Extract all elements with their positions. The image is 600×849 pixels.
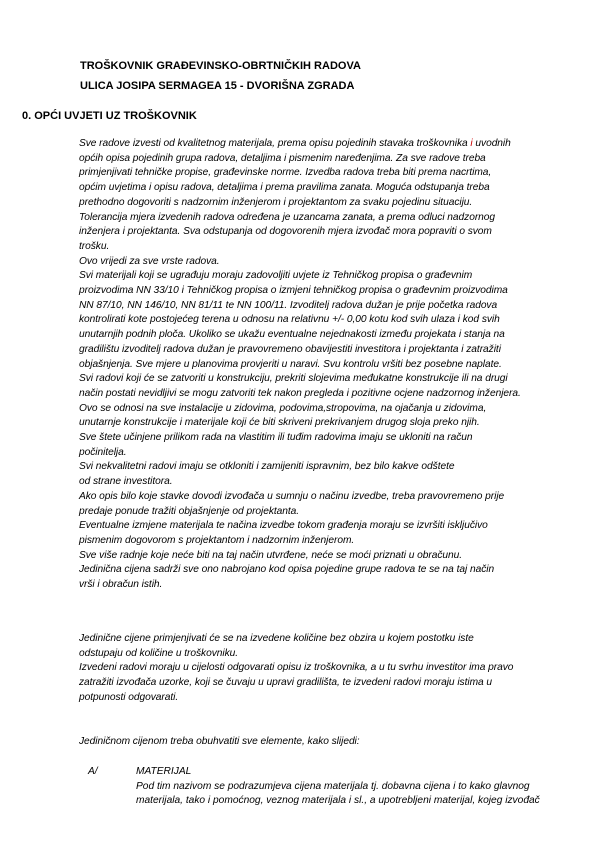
paragraph-line: objašnjenja. Sve mjere u planovima provjeriti u naravi. Svu kontrolu vršiti bez posebne naplate. bbox=[79, 358, 502, 370]
paragraph-line: Jedinične cijene primjenjivati će se na izvedene količine bez obzira u kojem postotku iste bbox=[79, 633, 474, 644]
paragraph-line: Ovo vrijedi za sve vrste radova. bbox=[79, 255, 220, 267]
paragraph-line: materijala, tako i pomoćnog, veznog materijala i sl., a upotrebljeni materijal, kojeg izvođač bbox=[136, 795, 540, 807]
paragraph-line: Eventualne izmjene materijala te načina izvedbe tokom građenja moraju se izvršiti isključivo bbox=[79, 520, 488, 532]
paragraph-line: unutarnje konstrukcije i materijale koji će biti skriveni prekrivanjem drugog sloja preko njih. bbox=[79, 417, 480, 429]
paragraph-line: zatražiti izvođača uzorke, koji se čuvaju u upravi gradilišta, te izvedeni radovi moraju istima u bbox=[79, 677, 493, 689]
paragraph-line: počinitelja. bbox=[79, 446, 127, 458]
paragraph-line: odstupaju od količine u troškovniku. bbox=[79, 647, 239, 659]
unit-prices-block bbox=[79, 632, 584, 706]
paragraph-line: kontrolirati kote postojećeg terena u odnosu na relativnu +/- 0,00 kotu kod svih ulaza i kod svih bbox=[79, 314, 500, 326]
paragraph-line: gradilištu izvoditelj radova dužan je pravovremeno obavijestiti investitora i projektanta i zatražiti bbox=[79, 343, 501, 355]
list-item-material bbox=[136, 765, 586, 809]
paragraph-line: Tolerancija mjera izvedenih radova određena je uzancama zanata, a prema odluci nadzornog bbox=[79, 211, 496, 223]
paragraph-line: Sve štete učinjene prilikom rada na vlastitim ili tuđim radovima imaju se ukloniti na račun bbox=[79, 432, 473, 444]
elements-intro bbox=[79, 735, 584, 750]
paragraph-line bbox=[79, 137, 584, 152]
paragraph-line: Izvedeni radovi moraju u cijelosti odgovarati opisu iz troškovnika, a u tu svrhu investitor ima pravo bbox=[79, 662, 514, 674]
paragraph-line: od strane investitora. bbox=[79, 476, 173, 488]
paragraph-line: trošku. bbox=[79, 240, 110, 252]
list-item-heading: MATERIJAL bbox=[136, 766, 192, 777]
paragraph-line: Jedinična cijena sadrži sve ono nabrojano kod opisa pojedine grupe radova te se na taj način bbox=[79, 564, 495, 576]
paragraph-line: općim uvjetima i opisu radova, detaljima i prema pravilima zanata. Moguća odstupanja treba bbox=[79, 182, 490, 194]
paragraph-line: način postati nevidljivi se mogu zatvoriti tek nakon pregleda i pozitivne ocjene nadzornog inženjera. bbox=[79, 387, 521, 399]
paragraph-line: Svi radovi koji će se zatvoriti u konstrukciju, prekriti slojevima međukatne konstrukcije ili na drugi bbox=[79, 373, 508, 385]
paragraph-line: predaje ponude tražiti objašnjenje od projektanta. bbox=[79, 505, 300, 517]
line-text: uvodnih bbox=[472, 138, 511, 149]
paragraph-line: inženjera i projektanta. Sva odstupanja od dogovorenih mjera izvođač mora popraviti o svom bbox=[79, 226, 492, 238]
section-heading: 0. OPĆI UVJETI UZ TROŠKOVNIK bbox=[22, 110, 197, 122]
paragraph-line: proizvodima NN 33/10 i Tehničkog propisa o izmjeni tehničkog propisa o građevnim proizvodima bbox=[79, 285, 508, 297]
paragraph-line: NN 87/10, NN 146/10, NN 81/11 te NN 100/11. Izvoditelj radova dužan je prije početka radova bbox=[79, 299, 498, 311]
line-text: Sve radove izvesti od kvalitetnog materijala, prema opisu pojedinih stavaka troškovnika bbox=[79, 138, 471, 149]
highlighted-text: i bbox=[470, 138, 473, 149]
paragraph-line: Ovo se odnosi na sve instalacije u zidovima, podovima,stropovima, na ojačanja u zidovima, bbox=[79, 402, 487, 414]
paragraph-line: potpunosti odgovarati. bbox=[79, 691, 179, 703]
paragraph-line: Svi nekvalitetni radovi imaju se otkloniti i zamijeniti ispravnim, bez bilo kakve odštete bbox=[79, 461, 455, 473]
paragraph-line: Jediničnom cijenom treba obuhvatiti sve elemente, kako slijedi: bbox=[79, 736, 360, 747]
paragraph-line: općih opisa pojedinih grupa radova, detaljima i pismenim naređenjima. Za sve radove treba bbox=[79, 152, 486, 164]
paragraph-line: prethodno dogovoriti s nadzornim inženjerom i projektantom za svaku pojedinu situaciju. bbox=[79, 196, 473, 208]
paragraph-line: pismenim dogovorom s projektantom i nadzornim inženjerom. bbox=[79, 534, 355, 546]
paragraph-line: Pod tim nazivom se podrazumjeva cijena materijala tj. dobavna cijena i to kako glavnog bbox=[136, 780, 530, 792]
paragraph-line: Sve više radnje koje neće biti na taj način utvrđene, neće se moći priznati u obračunu. bbox=[79, 549, 462, 561]
document-title-line-1: TROŠKOVNIK GRAĐEVINSKO-OBRTNIČKIH RADOVA bbox=[80, 60, 361, 72]
list-item-label: A/ bbox=[88, 766, 98, 777]
paragraph-line: Svi materijali koji se ugrađuju moraju zadovoljiti uvjete iz Tehničkog propisa o građevnim bbox=[79, 270, 473, 282]
document-title-line-2: ULICA JOSIPA SERMAGEA 15 - DVORIŠNA ZGRADA bbox=[80, 80, 355, 92]
paragraph-line: Ako opis bilo koje stavke dovodi izvođača u sumnju o načinu izvedbe, treba pravovremeno prije bbox=[79, 490, 505, 502]
paragraph-line: primjenjivati tehničke propise, građevinske norme. Izvedba radova treba biti prema nacrtima, bbox=[79, 167, 492, 179]
paragraph-line: vrši i obračun istih. bbox=[79, 579, 163, 591]
general-conditions-block bbox=[79, 137, 584, 593]
paragraph-line: unutarnjih podnih ploča. Ukoliko se ukažu eventualne nejednakosti između projekata i stanja na bbox=[79, 329, 505, 341]
